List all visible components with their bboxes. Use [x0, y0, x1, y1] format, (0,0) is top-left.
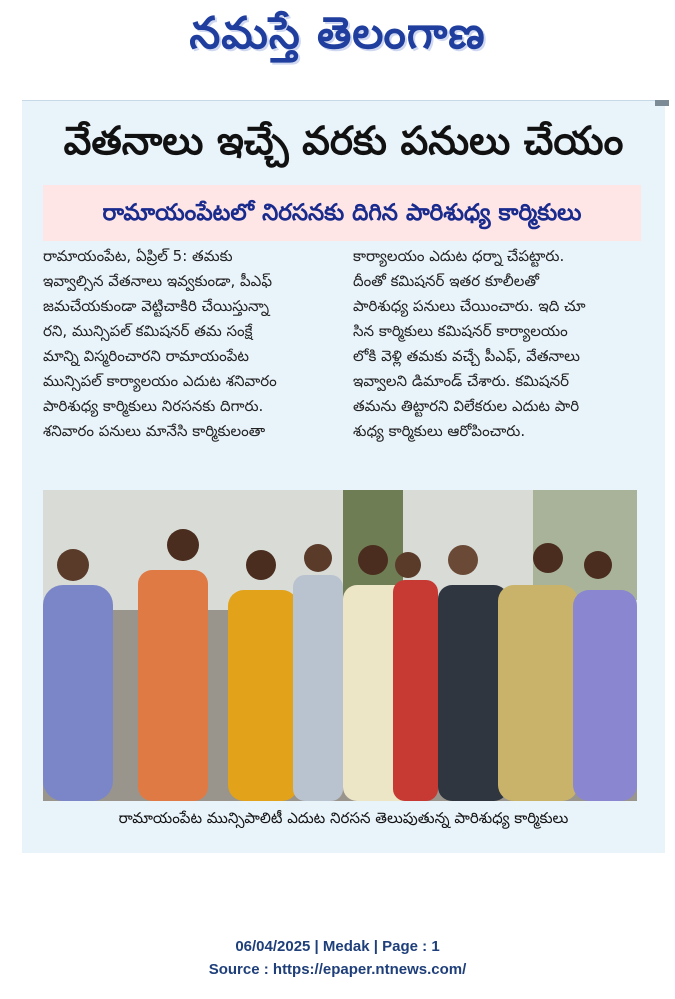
- footer-date-edition: 06/04/2025 | Medak | Page : 1: [235, 938, 440, 955]
- article-column-right: [353, 244, 643, 444]
- protest-photo-illustration: [43, 490, 637, 801]
- column-line: పారిశుధ్య పనులు చేయించారు. ఇది చూ: [353, 297, 586, 315]
- protest-photo: [43, 490, 637, 801]
- column-line: పారిశుధ్య కార్మికులు నిరసనకు దిగారు.: [43, 397, 264, 415]
- column-line: ఇవ్వాల్సిన వేతనాలు ఇవ్వకుండా, పీఎఫ్: [43, 272, 272, 290]
- column-line: దీంతో కమిషనర్ ఇతర కూలీలతో: [353, 272, 539, 290]
- column-line: లోకి వెళ్లి తమకు వచ్చే పీఎఫ్, వేతనాలు: [353, 347, 580, 365]
- column-line: రని, మున్సిపల్ కమిషనర్ తమ సంక్షే: [43, 322, 253, 340]
- newspaper-masthead: [0, 0, 675, 80]
- column-line: సిన కార్మికులు కమిషనర్ కార్యాలయం: [353, 322, 568, 340]
- column-line: మున్సిపల్ కార్యాలయం ఎదుట శనివారం: [43, 372, 277, 390]
- column-line: శనివారం పనులు మానేసి కార్మికులంతా: [43, 422, 266, 440]
- column-line: రామాయంపేట, ఏప్రిల్ 5: తమకు: [43, 247, 233, 265]
- article-column-left: [43, 244, 339, 444]
- footer-source: Source : https://epaper.ntnews.com/: [208, 961, 467, 978]
- column-line: కార్యాలయం ఎదుట ధర్నా చేపట్టారు.: [353, 247, 565, 265]
- article-headline: వేతనాలు ఇచ్చే వరకు పనులు చేయం: [63, 119, 624, 164]
- photo-caption: రామాయంపేట మున్సిపాలిటీ ఎదుట నిరసన తెలుపుతున్న పారిశుధ్య కార్మికులు: [118, 809, 569, 827]
- article-subheadline: రామాయంపేటలో నిరసనకు దిగిన పారిశుధ్య కార్మికులు: [43, 185, 641, 241]
- column-line: మాన్ని విస్మరించారని రామాయంపేట: [43, 347, 250, 365]
- clipping-edge-marker: [655, 100, 669, 106]
- column-line: ఇవ్వాలని డిమాండ్ చేశారు. కమిషనర్: [353, 372, 570, 390]
- column-line: జమచేయకుండా వెట్టిచాకిరి చేయిస్తున్నా: [43, 297, 270, 315]
- column-line: తమను తిట్టారని విలేకరుల ఎదుట పారి: [353, 397, 580, 415]
- masthead-logo-text: నమస్తే తెలంగాణ: [189, 8, 486, 59]
- column-line: శుధ్య కార్మికులు ఆరోపించారు.: [353, 422, 526, 440]
